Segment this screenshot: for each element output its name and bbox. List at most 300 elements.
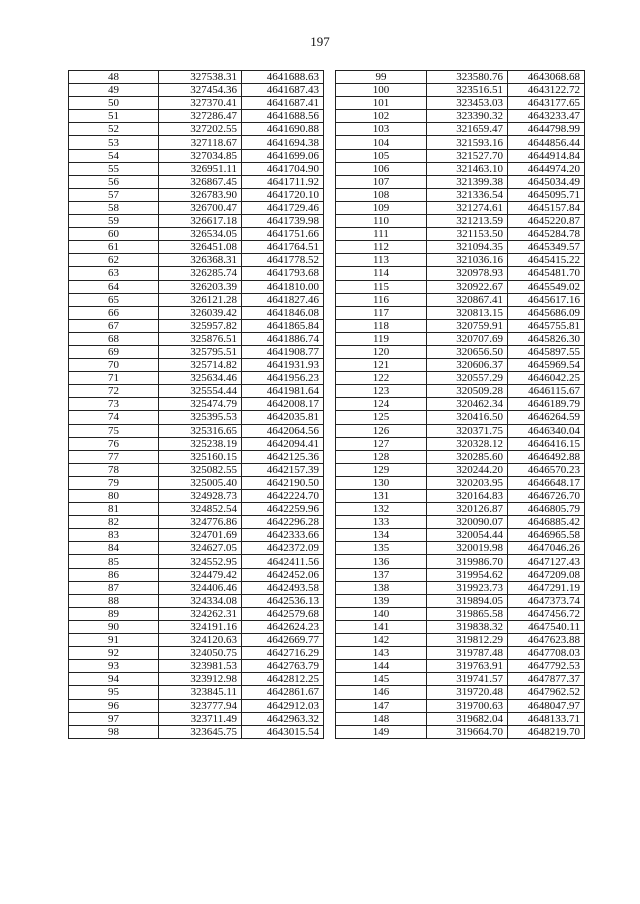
table-row xyxy=(336,660,585,673)
point-number-cell: 53 xyxy=(69,136,159,149)
point-number-cell: 52 xyxy=(69,123,159,136)
point-number-cell: 98 xyxy=(69,725,159,738)
y-coordinate-cell: 4641827.46 xyxy=(242,293,324,306)
table-row xyxy=(69,345,324,358)
table-row xyxy=(336,84,585,97)
y-coordinate-cell: 4644974.20 xyxy=(508,162,585,175)
y-coordinate-cell: 4647708.03 xyxy=(508,647,585,660)
point-number-cell: 92 xyxy=(69,647,159,660)
point-number-cell: 125 xyxy=(336,411,427,424)
x-coordinate-cell: 319954.62 xyxy=(427,568,508,581)
x-coordinate-cell: 324050.75 xyxy=(159,647,242,660)
table-row xyxy=(336,215,585,228)
x-coordinate-cell: 321036.16 xyxy=(427,254,508,267)
table-row xyxy=(69,136,324,149)
x-coordinate-cell: 327034.85 xyxy=(159,149,242,162)
table-row xyxy=(69,162,324,175)
x-coordinate-cell: 321463.10 xyxy=(427,162,508,175)
point-number-cell: 91 xyxy=(69,634,159,647)
point-number-cell: 114 xyxy=(336,267,427,280)
table-row xyxy=(69,620,324,633)
x-coordinate-cell: 321593.16 xyxy=(427,136,508,149)
x-coordinate-cell: 325316.65 xyxy=(159,424,242,437)
table-row xyxy=(69,215,324,228)
x-coordinate-cell: 324627.05 xyxy=(159,542,242,555)
table-row xyxy=(336,149,585,162)
table-row xyxy=(336,97,585,110)
x-coordinate-cell: 320090.07 xyxy=(427,516,508,529)
x-coordinate-cell: 327118.67 xyxy=(159,136,242,149)
x-coordinate-cell: 324191.16 xyxy=(159,620,242,633)
table-row xyxy=(69,241,324,254)
x-coordinate-cell: 320557.29 xyxy=(427,372,508,385)
y-coordinate-cell: 4647046.26 xyxy=(508,542,585,555)
x-coordinate-cell: 325005.40 xyxy=(159,476,242,489)
point-number-cell: 110 xyxy=(336,215,427,228)
point-number-cell: 146 xyxy=(336,686,427,699)
y-coordinate-cell: 4645034.49 xyxy=(508,175,585,188)
y-coordinate-cell: 4647792.53 xyxy=(508,660,585,673)
table-row xyxy=(69,411,324,424)
x-coordinate-cell: 324701.69 xyxy=(159,529,242,542)
x-coordinate-cell: 320867.41 xyxy=(427,293,508,306)
x-coordinate-cell: 326039.42 xyxy=(159,306,242,319)
x-coordinate-cell: 323453.03 xyxy=(427,97,508,110)
y-coordinate-cell: 4643015.54 xyxy=(242,725,324,738)
point-number-cell: 143 xyxy=(336,647,427,660)
x-coordinate-cell: 326368.31 xyxy=(159,254,242,267)
table-row xyxy=(69,372,324,385)
y-coordinate-cell: 4648133.71 xyxy=(508,712,585,725)
table-row xyxy=(336,188,585,201)
point-number-cell: 50 xyxy=(69,97,159,110)
point-number-cell: 137 xyxy=(336,568,427,581)
point-number-cell: 121 xyxy=(336,359,427,372)
y-coordinate-cell: 4641687.41 xyxy=(242,97,324,110)
x-coordinate-cell: 323777.94 xyxy=(159,699,242,712)
point-number-cell: 87 xyxy=(69,581,159,594)
table-row xyxy=(336,476,585,489)
coordinates-table-left xyxy=(68,70,324,739)
point-number-cell: 111 xyxy=(336,228,427,241)
y-coordinate-cell: 4642493.58 xyxy=(242,581,324,594)
table-row xyxy=(69,306,324,319)
point-number-cell: 135 xyxy=(336,542,427,555)
table-row xyxy=(336,411,585,424)
point-number-cell: 94 xyxy=(69,673,159,686)
y-coordinate-cell: 4641699.06 xyxy=(242,149,324,162)
y-coordinate-cell: 4646965.58 xyxy=(508,529,585,542)
table-row xyxy=(336,319,585,332)
y-coordinate-cell: 4641793.68 xyxy=(242,267,324,280)
table-row xyxy=(336,686,585,699)
y-coordinate-cell: 4647623.88 xyxy=(508,634,585,647)
y-coordinate-cell: 4641931.93 xyxy=(242,359,324,372)
y-coordinate-cell: 4642333.66 xyxy=(242,529,324,542)
y-coordinate-cell: 4646189.79 xyxy=(508,398,585,411)
table-row xyxy=(336,647,585,660)
x-coordinate-cell: 325634.46 xyxy=(159,372,242,385)
table-row xyxy=(336,620,585,633)
table-row xyxy=(69,398,324,411)
table-row xyxy=(69,634,324,647)
point-number-cell: 130 xyxy=(336,476,427,489)
point-number-cell: 108 xyxy=(336,188,427,201)
y-coordinate-cell: 4641886.74 xyxy=(242,332,324,345)
x-coordinate-cell: 321213.59 xyxy=(427,215,508,228)
y-coordinate-cell: 4647209.08 xyxy=(508,568,585,581)
table-row xyxy=(69,647,324,660)
coordinates-table-right-body xyxy=(336,71,585,739)
x-coordinate-cell: 326867.45 xyxy=(159,175,242,188)
x-coordinate-cell: 320707.69 xyxy=(427,332,508,345)
table-row xyxy=(69,110,324,123)
point-number-cell: 56 xyxy=(69,175,159,188)
x-coordinate-cell: 326951.11 xyxy=(159,162,242,175)
y-coordinate-cell: 4647127.43 xyxy=(508,555,585,568)
table-row xyxy=(336,424,585,437)
point-number-cell: 123 xyxy=(336,385,427,398)
x-coordinate-cell: 321399.38 xyxy=(427,175,508,188)
x-coordinate-cell: 320126.87 xyxy=(427,503,508,516)
x-coordinate-cell: 325160.15 xyxy=(159,450,242,463)
x-coordinate-cell: 326121.28 xyxy=(159,293,242,306)
x-coordinate-cell: 325795.51 xyxy=(159,345,242,358)
table-row xyxy=(336,568,585,581)
x-coordinate-cell: 319787.48 xyxy=(427,647,508,660)
point-number-cell: 71 xyxy=(69,372,159,385)
point-number-cell: 105 xyxy=(336,149,427,162)
point-number-cell: 120 xyxy=(336,345,427,358)
x-coordinate-cell: 320164.83 xyxy=(427,490,508,503)
table-row xyxy=(336,228,585,241)
table-row xyxy=(336,110,585,123)
x-coordinate-cell: 319682.04 xyxy=(427,712,508,725)
table-row xyxy=(69,555,324,568)
table-row xyxy=(69,725,324,738)
y-coordinate-cell: 4647540.11 xyxy=(508,620,585,633)
x-coordinate-cell: 320416.50 xyxy=(427,411,508,424)
point-number-cell: 103 xyxy=(336,123,427,136)
x-coordinate-cell: 324928.73 xyxy=(159,490,242,503)
x-coordinate-cell: 324852.54 xyxy=(159,503,242,516)
table-row xyxy=(69,607,324,620)
point-number-cell: 149 xyxy=(336,725,427,738)
table-row xyxy=(69,516,324,529)
y-coordinate-cell: 4648219.70 xyxy=(508,725,585,738)
table-row xyxy=(69,581,324,594)
table-row xyxy=(69,359,324,372)
table-row xyxy=(336,372,585,385)
y-coordinate-cell: 4641694.38 xyxy=(242,136,324,149)
y-coordinate-cell: 4645349.57 xyxy=(508,241,585,254)
point-number-cell: 54 xyxy=(69,149,159,162)
table-row xyxy=(69,97,324,110)
point-number-cell: 129 xyxy=(336,463,427,476)
table-row xyxy=(336,712,585,725)
y-coordinate-cell: 4642624.23 xyxy=(242,620,324,633)
y-coordinate-cell: 4642035.81 xyxy=(242,411,324,424)
x-coordinate-cell: 320656.50 xyxy=(427,345,508,358)
table-row xyxy=(69,712,324,725)
point-number-cell: 93 xyxy=(69,660,159,673)
x-coordinate-cell: 320813.15 xyxy=(427,306,508,319)
y-coordinate-cell: 4642716.29 xyxy=(242,647,324,660)
point-number-cell: 148 xyxy=(336,712,427,725)
table-row xyxy=(336,607,585,620)
x-coordinate-cell: 320244.20 xyxy=(427,463,508,476)
point-number-cell: 57 xyxy=(69,188,159,201)
table-row xyxy=(336,345,585,358)
x-coordinate-cell: 324479.42 xyxy=(159,568,242,581)
x-coordinate-cell: 319986.70 xyxy=(427,555,508,568)
x-coordinate-cell: 325554.44 xyxy=(159,385,242,398)
point-number-cell: 138 xyxy=(336,581,427,594)
point-number-cell: 109 xyxy=(336,201,427,214)
y-coordinate-cell: 4641720.10 xyxy=(242,188,324,201)
y-coordinate-cell: 4642861.67 xyxy=(242,686,324,699)
table-row xyxy=(69,385,324,398)
y-coordinate-cell: 4641739.98 xyxy=(242,215,324,228)
point-number-cell: 88 xyxy=(69,594,159,607)
table-row xyxy=(336,71,585,84)
point-number-cell: 76 xyxy=(69,437,159,450)
x-coordinate-cell: 327370.41 xyxy=(159,97,242,110)
x-coordinate-cell: 327202.55 xyxy=(159,123,242,136)
table-row xyxy=(69,529,324,542)
point-number-cell: 147 xyxy=(336,699,427,712)
table-row xyxy=(69,293,324,306)
x-coordinate-cell: 320462.34 xyxy=(427,398,508,411)
table-row xyxy=(69,673,324,686)
y-coordinate-cell: 4645755.81 xyxy=(508,319,585,332)
table-row xyxy=(336,516,585,529)
x-coordinate-cell: 327454.36 xyxy=(159,84,242,97)
y-coordinate-cell: 4647877.37 xyxy=(508,673,585,686)
y-coordinate-cell: 4643177.65 xyxy=(508,97,585,110)
y-coordinate-cell: 4642157.39 xyxy=(242,463,324,476)
table-row xyxy=(69,123,324,136)
point-number-cell: 48 xyxy=(69,71,159,84)
y-coordinate-cell: 4642064.56 xyxy=(242,424,324,437)
table-row xyxy=(69,450,324,463)
point-number-cell: 134 xyxy=(336,529,427,542)
point-number-cell: 99 xyxy=(336,71,427,84)
y-coordinate-cell: 4641981.64 xyxy=(242,385,324,398)
page-number: 197 xyxy=(310,34,330,49)
y-coordinate-cell: 4645686.09 xyxy=(508,306,585,319)
y-coordinate-cell: 4642094.41 xyxy=(242,437,324,450)
point-number-cell: 63 xyxy=(69,267,159,280)
y-coordinate-cell: 4643068.68 xyxy=(508,71,585,84)
x-coordinate-cell: 323390.32 xyxy=(427,110,508,123)
point-number-cell: 81 xyxy=(69,503,159,516)
y-coordinate-cell: 4642912.03 xyxy=(242,699,324,712)
table-row xyxy=(69,463,324,476)
y-coordinate-cell: 4642008.17 xyxy=(242,398,324,411)
x-coordinate-cell: 320606.37 xyxy=(427,359,508,372)
y-coordinate-cell: 4641690.88 xyxy=(242,123,324,136)
point-number-cell: 86 xyxy=(69,568,159,581)
x-coordinate-cell: 325474.79 xyxy=(159,398,242,411)
table-row xyxy=(336,398,585,411)
point-number-cell: 136 xyxy=(336,555,427,568)
point-number-cell: 140 xyxy=(336,607,427,620)
x-coordinate-cell: 326285.74 xyxy=(159,267,242,280)
point-number-cell: 119 xyxy=(336,332,427,345)
x-coordinate-cell: 321274.61 xyxy=(427,201,508,214)
point-number-cell: 107 xyxy=(336,175,427,188)
point-number-cell: 97 xyxy=(69,712,159,725)
y-coordinate-cell: 4641865.84 xyxy=(242,319,324,332)
y-coordinate-cell: 4643122.72 xyxy=(508,84,585,97)
x-coordinate-cell: 323981.53 xyxy=(159,660,242,673)
x-coordinate-cell: 325714.82 xyxy=(159,359,242,372)
point-number-cell: 118 xyxy=(336,319,427,332)
table-row xyxy=(69,149,324,162)
table-row xyxy=(336,450,585,463)
point-number-cell: 67 xyxy=(69,319,159,332)
point-number-cell: 77 xyxy=(69,450,159,463)
x-coordinate-cell: 326203.39 xyxy=(159,280,242,293)
table-row xyxy=(336,280,585,293)
y-coordinate-cell: 4641846.08 xyxy=(242,306,324,319)
table-row xyxy=(336,123,585,136)
y-coordinate-cell: 4645481.70 xyxy=(508,267,585,280)
point-number-cell: 131 xyxy=(336,490,427,503)
x-coordinate-cell: 324262.31 xyxy=(159,607,242,620)
point-number-cell: 127 xyxy=(336,437,427,450)
x-coordinate-cell: 321527.70 xyxy=(427,149,508,162)
point-number-cell: 61 xyxy=(69,241,159,254)
y-coordinate-cell: 4643233.47 xyxy=(508,110,585,123)
y-coordinate-cell: 4642963.32 xyxy=(242,712,324,725)
table-row xyxy=(336,162,585,175)
point-number-cell: 84 xyxy=(69,542,159,555)
point-number-cell: 65 xyxy=(69,293,159,306)
y-coordinate-cell: 4645897.55 xyxy=(508,345,585,358)
y-coordinate-cell: 4645617.16 xyxy=(508,293,585,306)
point-number-cell: 124 xyxy=(336,398,427,411)
x-coordinate-cell: 319664.70 xyxy=(427,725,508,738)
y-coordinate-cell: 4644856.44 xyxy=(508,136,585,149)
point-number-cell: 85 xyxy=(69,555,159,568)
y-coordinate-cell: 4647373.74 xyxy=(508,594,585,607)
table-row xyxy=(69,437,324,450)
y-coordinate-cell: 4646042.25 xyxy=(508,372,585,385)
table-row xyxy=(336,254,585,267)
x-coordinate-cell: 326534.05 xyxy=(159,228,242,241)
table-row xyxy=(69,201,324,214)
table-row xyxy=(336,175,585,188)
table-row xyxy=(336,136,585,149)
x-coordinate-cell: 319838.32 xyxy=(427,620,508,633)
table-row xyxy=(69,699,324,712)
point-number-cell: 95 xyxy=(69,686,159,699)
x-coordinate-cell: 324334.08 xyxy=(159,594,242,607)
table-row xyxy=(69,228,324,241)
point-number-cell: 126 xyxy=(336,424,427,437)
y-coordinate-cell: 4645157.84 xyxy=(508,201,585,214)
x-coordinate-cell: 321336.54 xyxy=(427,188,508,201)
x-coordinate-cell: 326451.08 xyxy=(159,241,242,254)
point-number-cell: 101 xyxy=(336,97,427,110)
table-row xyxy=(336,201,585,214)
y-coordinate-cell: 4647291.19 xyxy=(508,581,585,594)
point-number-cell: 132 xyxy=(336,503,427,516)
point-number-cell: 116 xyxy=(336,293,427,306)
x-coordinate-cell: 323645.75 xyxy=(159,725,242,738)
point-number-cell: 75 xyxy=(69,424,159,437)
coordinates-table-left-body xyxy=(69,71,324,739)
x-coordinate-cell: 319741.57 xyxy=(427,673,508,686)
table-row xyxy=(336,542,585,555)
table-row xyxy=(336,594,585,607)
point-number-cell: 122 xyxy=(336,372,427,385)
y-coordinate-cell: 4648047.97 xyxy=(508,699,585,712)
x-coordinate-cell: 323580.76 xyxy=(427,71,508,84)
y-coordinate-cell: 4642296.28 xyxy=(242,516,324,529)
x-coordinate-cell: 320922.67 xyxy=(427,280,508,293)
y-coordinate-cell: 4645969.54 xyxy=(508,359,585,372)
table-row xyxy=(336,241,585,254)
x-coordinate-cell: 320371.75 xyxy=(427,424,508,437)
x-coordinate-cell: 325957.82 xyxy=(159,319,242,332)
y-coordinate-cell: 4645415.22 xyxy=(508,254,585,267)
x-coordinate-cell: 319812.29 xyxy=(427,634,508,647)
point-number-cell: 113 xyxy=(336,254,427,267)
point-number-cell: 141 xyxy=(336,620,427,633)
table-row xyxy=(336,437,585,450)
x-coordinate-cell: 323516.51 xyxy=(427,84,508,97)
y-coordinate-cell: 4646264.59 xyxy=(508,411,585,424)
point-number-cell: 83 xyxy=(69,529,159,542)
x-coordinate-cell: 323912.98 xyxy=(159,673,242,686)
table-row xyxy=(336,529,585,542)
point-number-cell: 102 xyxy=(336,110,427,123)
table-row xyxy=(69,660,324,673)
y-coordinate-cell: 4642669.77 xyxy=(242,634,324,647)
table-row xyxy=(69,476,324,489)
point-number-cell: 90 xyxy=(69,620,159,633)
x-coordinate-cell: 319923.73 xyxy=(427,581,508,594)
point-number-cell: 72 xyxy=(69,385,159,398)
point-number-cell: 55 xyxy=(69,162,159,175)
x-coordinate-cell: 321659.47 xyxy=(427,123,508,136)
x-coordinate-cell: 324776.86 xyxy=(159,516,242,529)
x-coordinate-cell: 319865.58 xyxy=(427,607,508,620)
y-coordinate-cell: 4644914.84 xyxy=(508,149,585,162)
point-number-cell: 60 xyxy=(69,228,159,241)
table-row xyxy=(336,359,585,372)
y-coordinate-cell: 4642812.25 xyxy=(242,673,324,686)
y-coordinate-cell: 4645220.87 xyxy=(508,215,585,228)
x-coordinate-cell: 324406.46 xyxy=(159,581,242,594)
x-coordinate-cell: 319763.91 xyxy=(427,660,508,673)
table-row xyxy=(69,319,324,332)
point-number-cell: 89 xyxy=(69,607,159,620)
y-coordinate-cell: 4646492.88 xyxy=(508,450,585,463)
table-row xyxy=(69,568,324,581)
y-coordinate-cell: 4642125.36 xyxy=(242,450,324,463)
y-coordinate-cell: 4641688.63 xyxy=(242,71,324,84)
x-coordinate-cell: 320285.60 xyxy=(427,450,508,463)
table-row xyxy=(336,332,585,345)
x-coordinate-cell: 320509.28 xyxy=(427,385,508,398)
point-number-cell: 144 xyxy=(336,660,427,673)
x-coordinate-cell: 320759.91 xyxy=(427,319,508,332)
y-coordinate-cell: 4646648.17 xyxy=(508,476,585,489)
